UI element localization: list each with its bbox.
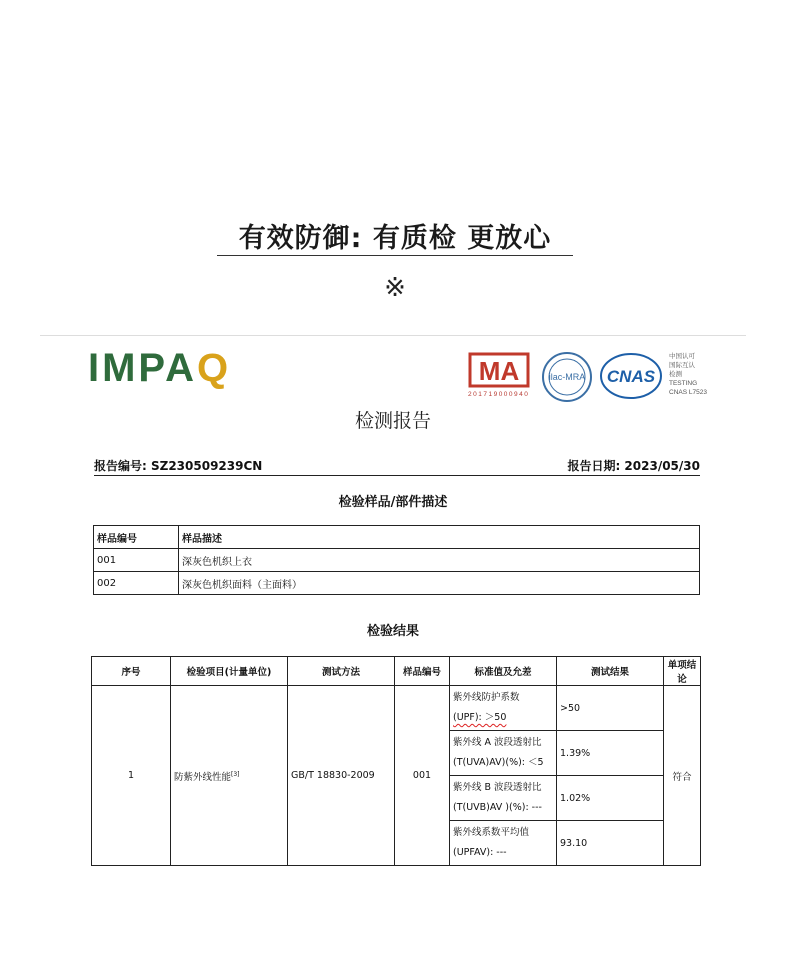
sample-id: 001 [94,549,179,572]
cnas-logo-icon [599,352,663,400]
standard-line: 紫外线防护系数 [453,692,520,703]
results-section-title: 检验结果 [366,624,419,639]
standard-line: (T(UVB)AV )(%): --- [453,802,542,813]
table-header-cell: 测试结果 [557,657,664,686]
cnas-caption-line: 国际互认 [669,362,695,369]
cnas-caption-line: CNAS L7523 [669,389,707,396]
test-result: 1.02% [557,776,664,821]
report-meta-row [94,457,700,476]
cma-logo-icon [468,350,530,390]
table-header-cell: 检验项目(计量单位) [171,657,288,686]
result-sample-no: 001 [395,686,450,866]
standard-line: 紫外线 B 波段透射比 [453,782,542,793]
table-header-cell: 样品描述 [179,526,700,549]
page-headline: 有效防御: 有质检 更放心 [238,223,552,254]
sample-desc: 深灰色机织面料（主面料） [179,572,700,595]
headline-underline [217,255,573,256]
cnas-caption-line: TESTING [669,380,698,387]
table-header-row [92,657,701,686]
standard-line: 紫外线 A 波段透射比 [453,737,542,748]
report-date: 报告日期: 2023/05/30 [567,459,700,473]
table-header-cell: 样品编号 [395,657,450,686]
standard-value [450,776,557,821]
cnas-logo-text: CNAS [606,367,656,386]
results-table [91,656,701,866]
standard-line: 紫外线系数平均值 [453,827,530,838]
test-result: 1.39% [557,731,664,776]
ilac-mra-logo-icon [540,350,594,404]
sample-desc: 深灰色机织上衣 [179,549,700,572]
ilac-logo-text: ilac-MRA [548,372,586,382]
standard-value [450,821,557,866]
logo-accent: Q [197,346,232,390]
test-result: >50 [557,686,664,731]
standard-value [450,686,557,731]
report-number: 报告编号: SZ230509239CN [94,459,263,473]
impaq-logo [88,346,231,391]
table-header-cell: 序号 [92,657,171,686]
report-title: 检测报告 [354,410,431,432]
cma-logo-text: MA [478,356,520,386]
sample-id: 002 [94,572,179,595]
standard-line: (UPFAV): --- [453,847,507,858]
cnas-caption-line: 中国认可 [669,353,695,360]
cnas-caption-line: 检测 [669,371,682,378]
cnas-caption [669,352,707,397]
test-result: 93.10 [557,821,664,866]
table-header-cell: 单项结论 [664,657,701,686]
table-row [94,572,700,595]
result-method: GB/T 18830-2009 [288,686,395,866]
table-row [92,686,701,731]
result-seq: 1 [92,686,171,866]
logo-text: IMPA [88,346,198,390]
samples-section-title: 检验样品/部件描述 [338,495,448,510]
result-conclusion: 符合 [664,686,701,866]
standard-value [450,731,557,776]
samples-table [93,525,700,595]
table-header-row [94,526,700,549]
table-row [94,549,700,572]
table-header-cell: 标准值及允差 [450,657,557,686]
result-item-text: 防紫外线性能 [174,771,232,783]
reference-mark: ※ [384,273,406,303]
standard-line: (T(UVA)AV)(%): ＜5 [453,757,544,768]
standard-line: (UPF): ＞50 [453,712,507,723]
test-report-document [40,335,746,866]
cma-number: 201719000940 [468,391,530,398]
table-header-cell: 样品编号 [94,526,179,549]
result-item-note: [3] [231,770,240,778]
result-item [171,686,288,866]
table-header-cell: 测试方法 [288,657,395,686]
